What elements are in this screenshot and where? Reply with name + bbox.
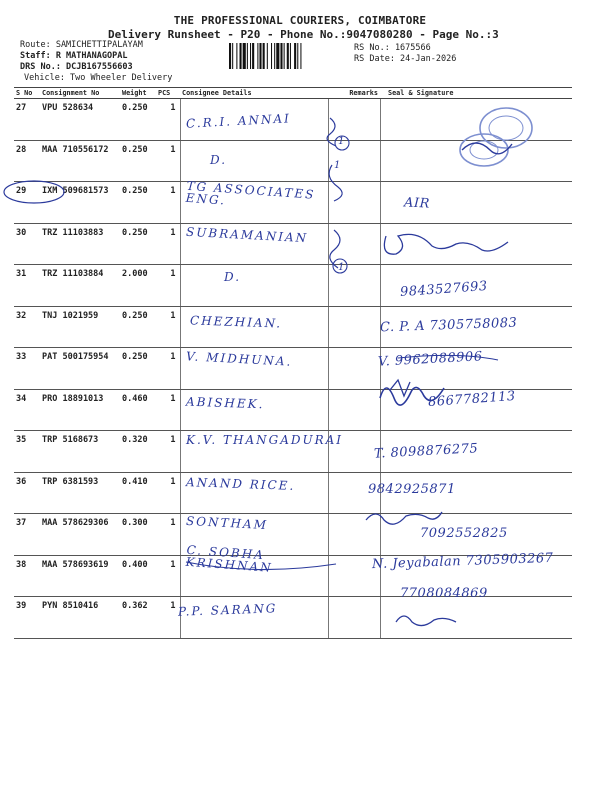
col-header-signature: Seal & Signature: [380, 88, 572, 99]
row-weight: 0.300: [120, 514, 156, 556]
row-weight: 0.460: [120, 389, 156, 431]
row-pcs: 1: [156, 597, 180, 639]
row-weight: 0.320: [120, 431, 156, 473]
row-sno: 28: [14, 140, 40, 182]
handwritten-signature-text: V. 9962088906: [377, 349, 483, 370]
handwritten-consignee-name: V. MIDHUNA.: [185, 348, 293, 369]
handwritten-signature-text: T. 8098876275: [373, 441, 479, 462]
row-pcs: 1: [156, 389, 180, 431]
signature-scribble-34: [380, 387, 444, 405]
company-seal-stamp-1: [480, 108, 532, 148]
row-weight: 0.410: [120, 472, 156, 514]
row-pcs: 1: [156, 348, 180, 390]
handwritten-consignee-name: D.: [210, 152, 228, 167]
handwritten-remark-mark: 1: [338, 262, 345, 273]
runsheet-title: Delivery Runsheet - P20 - Phone No.:9047080280 - Page No.:3: [108, 28, 499, 41]
col-header-consignment: Consignment No: [40, 88, 120, 99]
row-weight: 0.250: [120, 348, 156, 390]
signature-scribble-39: [396, 616, 456, 626]
staff-label: Staff: R MATHANAGOPAL: [20, 51, 128, 61]
signature-scribble-30: [384, 234, 508, 254]
row-pcs: 1: [156, 265, 180, 307]
row-sno: 36: [14, 472, 40, 514]
handwritten-consignee-name: D.: [224, 270, 242, 285]
row-consignment-no: MAA 578693619: [40, 555, 120, 597]
row-weight: 0.250: [120, 182, 156, 224]
rs-number: RS No.: 1675566: [354, 43, 431, 53]
remark-circle-1: [335, 136, 349, 150]
row-pcs: 1: [156, 472, 180, 514]
row-consignment-no: IXM 509681573: [40, 182, 120, 224]
vehicle-label: Vehicle: Two Wheeler Delivery: [24, 73, 173, 83]
row-consignment-no: PAT 500175954: [40, 348, 120, 390]
row-sno: 39: [14, 597, 40, 639]
row-consignment-no: TRZ 11103883: [40, 223, 120, 265]
row-consignment-no: TRP 6381593: [40, 472, 120, 514]
row-consignment-no: TRP 5168673: [40, 431, 120, 473]
handwritten-consignee-name: SONTHAM: [185, 513, 269, 533]
handwritten-consignee-name: TG ASSOCIATES ENG.: [185, 178, 316, 208]
row-sno: 27: [14, 99, 40, 141]
col-header-consignee: Consignee Details: [180, 88, 328, 99]
handwritten-consignee-name: SUBRAMANIAN: [185, 224, 309, 245]
handwritten-signature-text: 9843527693: [399, 278, 489, 301]
row-sno: 35: [14, 431, 40, 473]
row-consignment-no: PRO 18891013: [40, 389, 120, 431]
row-consignment-no: VPU 528634: [40, 99, 120, 141]
row-sno: 30: [14, 223, 40, 265]
handwritten-signature-text: 7092552825: [420, 526, 508, 541]
row-pcs: 1: [156, 431, 180, 473]
signature-scribble-37: [366, 512, 442, 524]
row-sno: 32: [14, 306, 40, 348]
col-header-weight: Weight: [120, 88, 156, 99]
col-header-remarks: Remarks: [328, 88, 380, 99]
row-pcs: 1: [156, 223, 180, 265]
handwritten-consignee-name: ABISHEK.: [185, 394, 265, 412]
row-weight: 0.250: [120, 306, 156, 348]
row-consignment-no: MAA 710556172: [40, 140, 120, 182]
row-weight: 0.250: [120, 140, 156, 182]
row-consignment-no: MAA 578629306: [40, 514, 120, 556]
row-pcs: 1: [156, 99, 180, 141]
handwritten-signature-text: 8667782113: [427, 388, 517, 411]
col-header-sno: S No: [14, 88, 40, 99]
handwritten-consignee-name: K.V. THANGADURAI: [186, 432, 344, 447]
row-weight: 0.250: [120, 99, 156, 141]
row-sno: 31: [14, 265, 40, 307]
handwritten-consignee-name: P.P. SARANG: [177, 601, 278, 619]
handwritten-signature-text: N. Jeyabalan 7305903267: [371, 550, 554, 573]
handwritten-consignee-name: C.R.I. ANNAI: [185, 111, 292, 131]
row-consignment-no: TNJ 1021959: [40, 306, 120, 348]
row-weight: 0.400: [120, 555, 156, 597]
handwritten-remark-mark: 1: [338, 136, 345, 147]
row-weight: 0.362: [120, 597, 156, 639]
row-sno: 29: [14, 182, 40, 224]
handwritten-consignee-name: C. SOBHA KRISHNAN: [185, 542, 274, 575]
row-weight: 2.000: [120, 265, 156, 307]
company-title: THE PROFESSIONAL COURIERS, COIMBATORE: [173, 14, 427, 27]
handwritten-consignee-name: CHEZHIAN.: [189, 313, 283, 331]
row-sno: 38: [14, 555, 40, 597]
handwritten-signature-text: AIR: [403, 195, 431, 212]
handwritten-signature-text: C. P. A 7305758083: [379, 315, 518, 336]
remark-bracket-3: [330, 230, 340, 268]
drs-label: DRS No.: DCJB167556603: [20, 62, 133, 72]
handwritten-remark-mark: 1: [334, 160, 341, 171]
row-pcs: 1: [156, 140, 180, 182]
rs-date: RS Date: 24-Jan-2026: [354, 54, 457, 64]
row-pcs: 1: [156, 182, 180, 224]
row-pcs: 1: [156, 514, 180, 556]
row-weight: 0.250: [120, 223, 156, 265]
handwritten-consignee-name: ANAND RICE.: [185, 475, 296, 494]
row-sno: 34: [14, 389, 40, 431]
row-pcs: 1: [156, 555, 180, 597]
row-consignment-no: PYN 8510416: [40, 597, 120, 639]
handwritten-signature-text: 9842925871: [368, 482, 456, 497]
row29-circle-mark: [4, 181, 64, 203]
handwritten-signature-text: 7708084869: [400, 586, 488, 601]
route-label: Route: SAMICHETTIPALAYAM: [20, 40, 143, 50]
row-pcs: 1: [156, 306, 180, 348]
col-header-pcs: PCS: [156, 88, 180, 99]
row-sno: 37: [14, 514, 40, 556]
row-sno: 33: [14, 348, 40, 390]
row-consignment-no: TRZ 11103884: [40, 265, 120, 307]
remark-bracket-2: [329, 165, 342, 201]
